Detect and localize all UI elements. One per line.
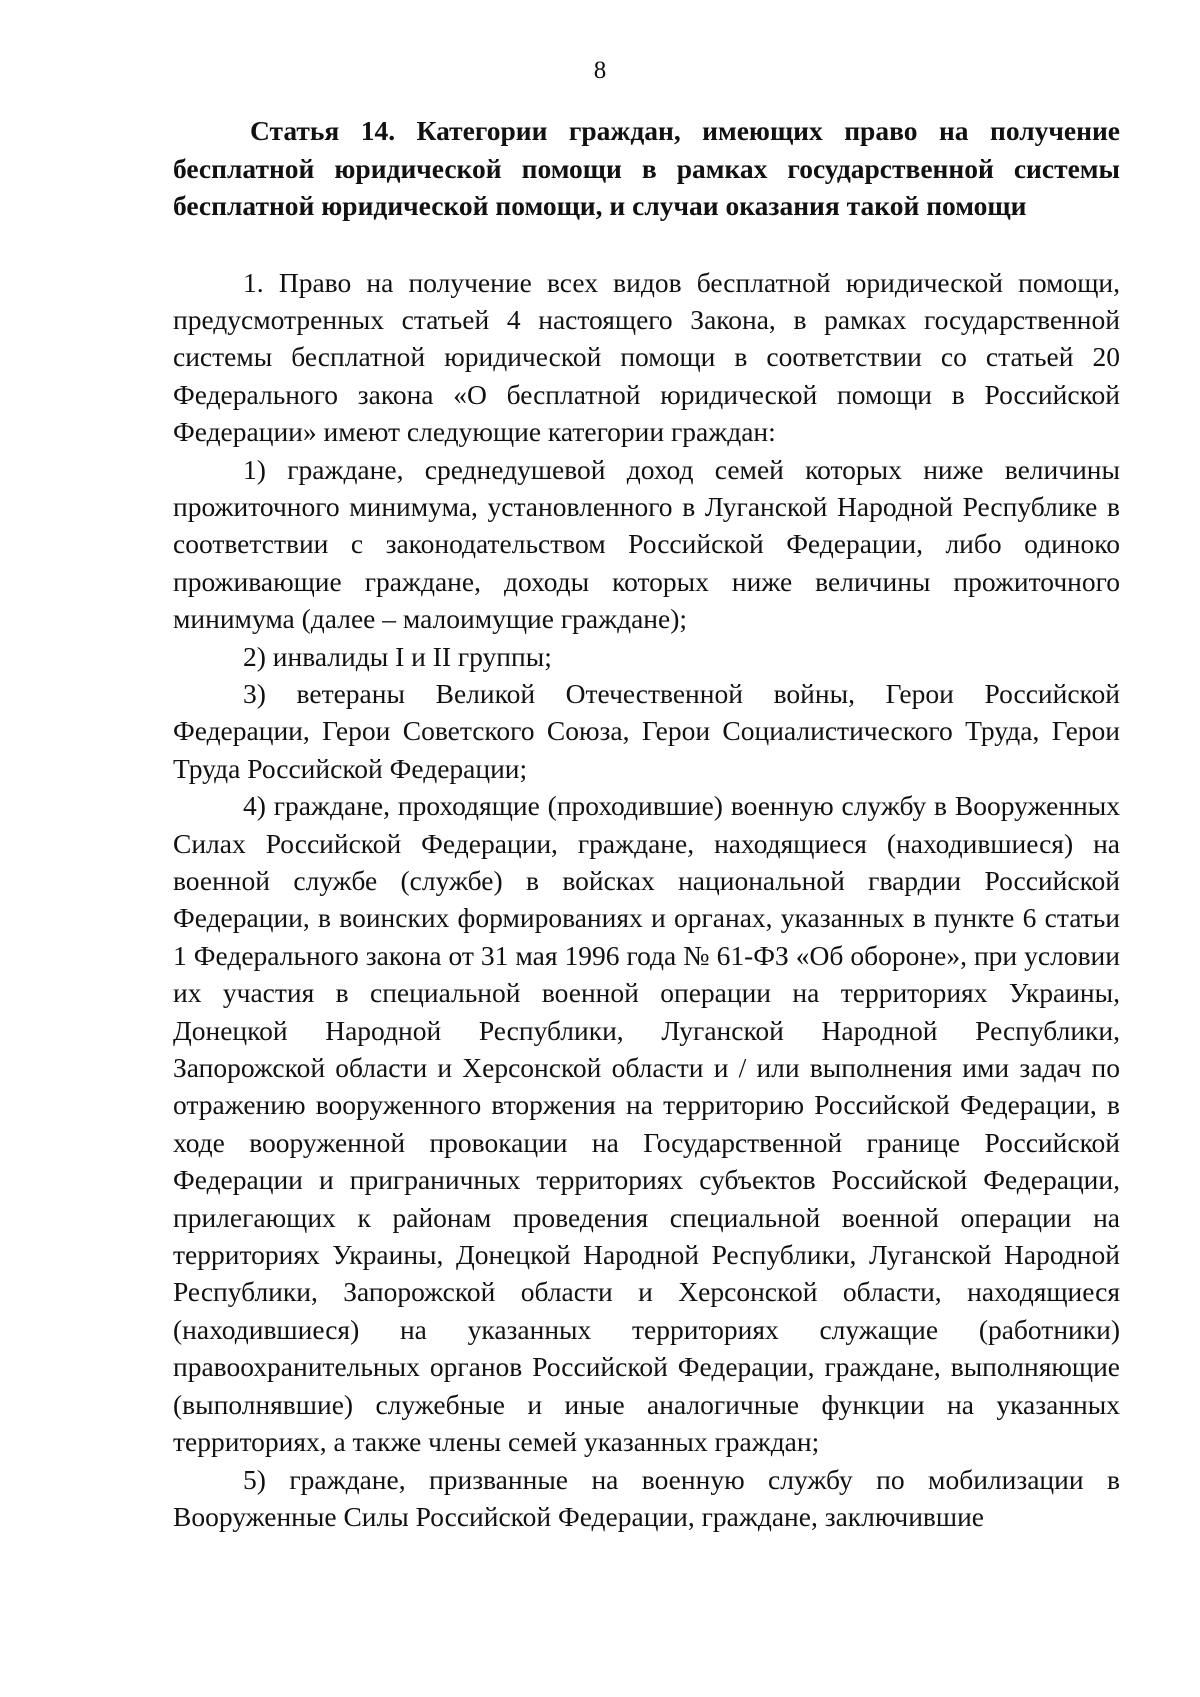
paragraph-1: 1. Право на получение всех видов бесплатной юридической помощи, предусмотренных статьей 4 настоящего Закона, в рамках государственной системы бесплатной юридической помощи в соответствии со статьей 20 Федерального закона «О бесплатной юридической помощи в Российской Федерации» имеют следующие категории граждан: [173, 266, 1120, 448]
list-item-3: 3) ветераны Великой Отечественной войны, Герои Российской Федерации, Герои Советского Союза, Герои Социалистического Труда, Герои Труда Российской Федерации; [173, 677, 1120, 784]
list-item-2: 2) инвалиды I и II группы; [243, 640, 552, 672]
page-number: 8 [593, 57, 607, 84]
list-item-1: 1) граждане, среднедушевой доход семей которых ниже величины прожиточного минимума, установленного в Луганской Народной Республике в соответствии с законодательством Российской Федерации, либо одиноко проживающие граждане, доходы которых ниже величины прожиточного минимума (далее – малоимущие граждане); [173, 453, 1120, 635]
article-text [173, 264, 1120, 1536]
document-body [173, 112, 1120, 1535]
list-item-5: 5) граждане, призванные на военную службу по мобилизации в Вооруженные Силы Российской Федерации, граждане, заключившие [173, 1463, 1120, 1532]
list-item-4: 4) граждане, проходящие (проходившие) военную службу в Вооруженных Силах Российской Федерации, граждане, находящиеся (находившиеся) на военной службе (службе) в войсках национальной гвардии Российской Федерации, в воинских формированиях и органах, указанных в пункте 6 статьи 1 Федерального закона от 31 мая 1996 года № 61-ФЗ «Об обороне», при условии их участия в специальной военной операции на территориях Украины, Донецкой Народной Республики, Луганской Народной Республики, Запорожской области и Херсонской области и / или выполнения ими задач по отражению вооруженного вторжения на территорию Российской Федерации, в ходе вооруженной провокации на Государственной границе Российской Федерации и приграничных территориях субъектов Российской Федерации, прилегающих к районам проведения специальной военной операции на территориях Украины, Донецкой Народной Республики, Луганской Народной Республики, Запорожской области и Херсонской области, находящиеся (находившиеся) на указанных территориях служащие (работники) правоохранительных органов Российской Федерации, граждане, выполняющие (выполнявшие) служебные и иные аналогичные функции на указанных территориях, а также члены семей указанных граждан; [173, 790, 1120, 1458]
article-title: Статья 14. Категории граждан, имеющих право на получение бесплатной юридической помощи в рамках государственной системы бесплатной юридической помощи, и случаи оказания такой помощи [173, 115, 1120, 221]
